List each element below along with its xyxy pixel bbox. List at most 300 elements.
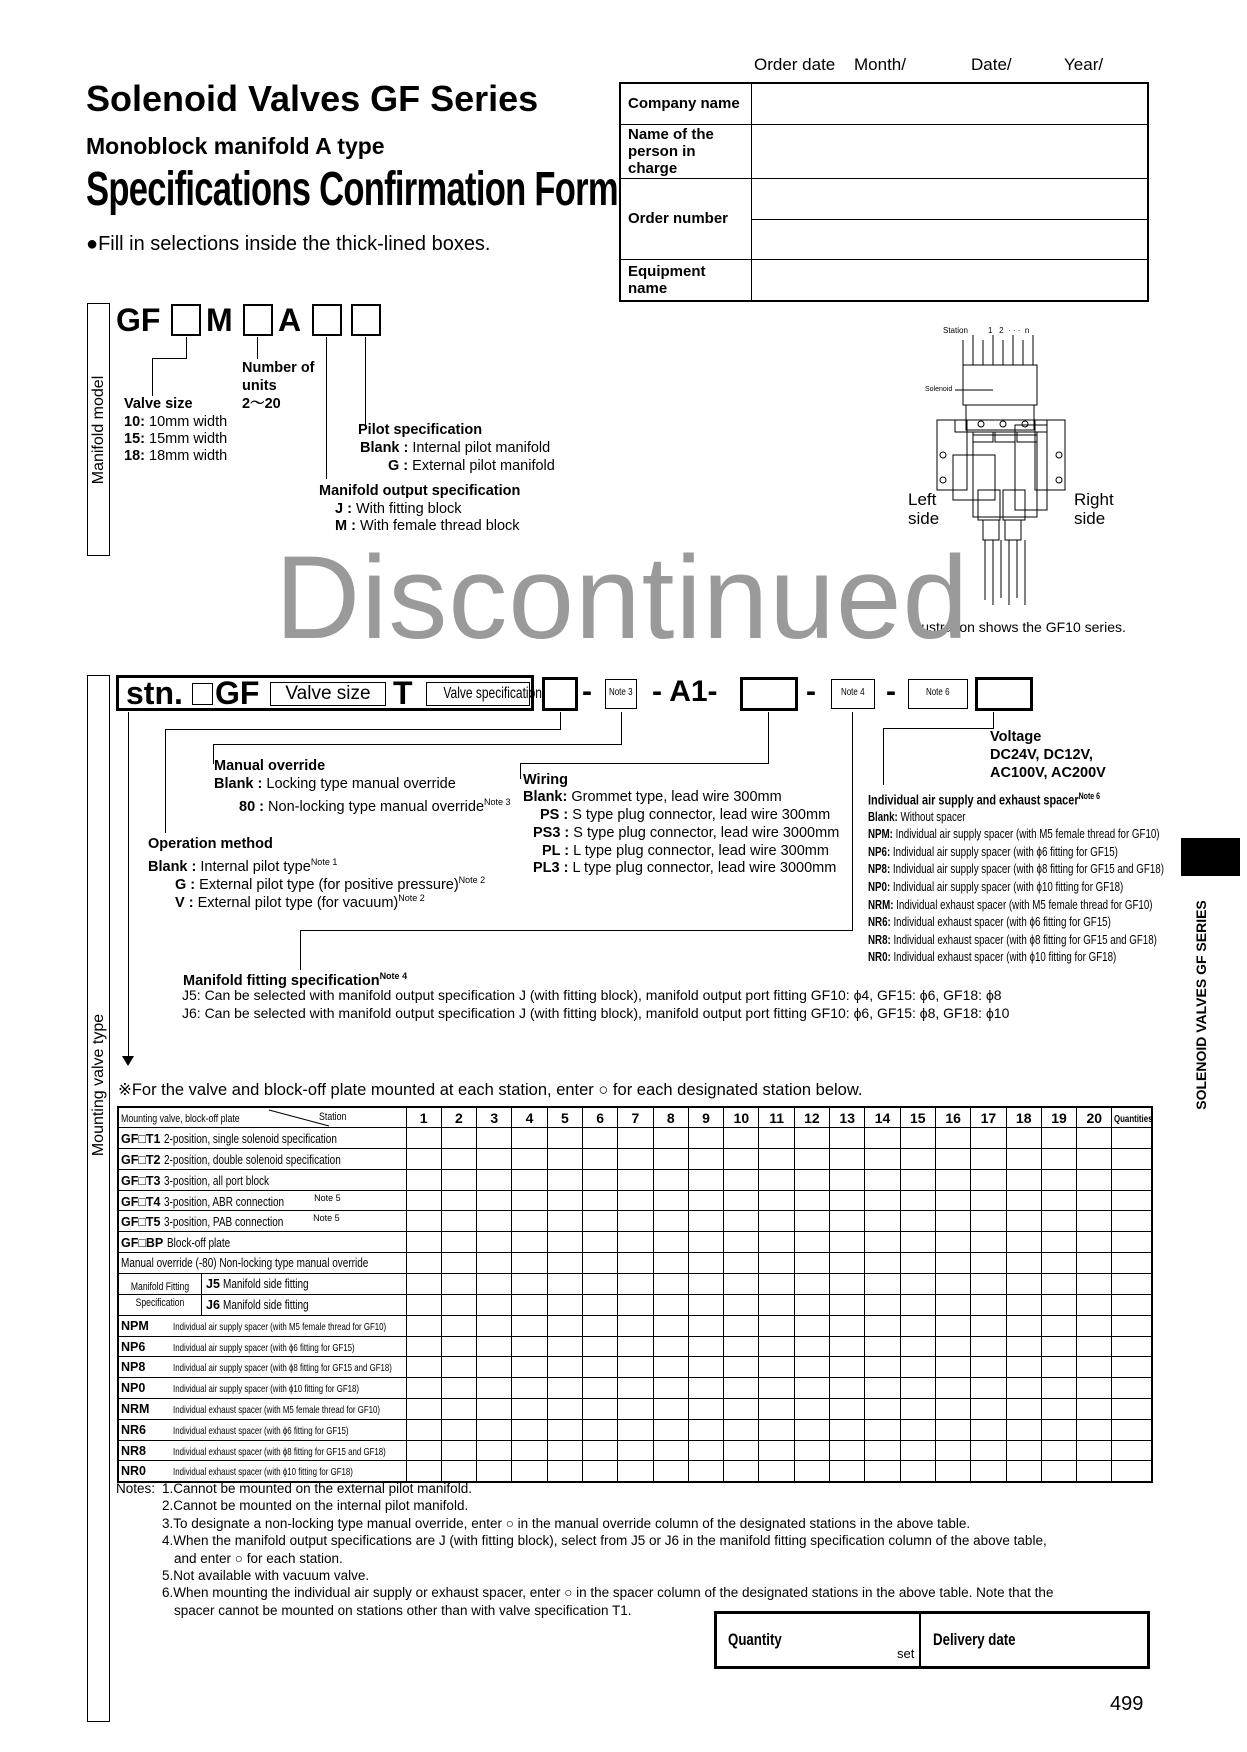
station-cell[interactable] <box>618 1357 653 1378</box>
station-cell[interactable] <box>830 1315 865 1336</box>
station-cell[interactable] <box>406 1419 441 1440</box>
station-cell[interactable] <box>512 1211 547 1232</box>
station-cell[interactable] <box>406 1294 441 1315</box>
station-cell[interactable] <box>406 1232 441 1253</box>
station-cell[interactable] <box>618 1253 653 1274</box>
station-cell[interactable] <box>900 1336 935 1357</box>
station-cell[interactable] <box>441 1253 476 1274</box>
station-cell[interactable] <box>865 1211 900 1232</box>
station-cell[interactable] <box>759 1273 794 1294</box>
station-cell[interactable] <box>794 1315 829 1336</box>
station-cell[interactable] <box>441 1357 476 1378</box>
station-cell[interactable] <box>653 1190 688 1211</box>
station-cell[interactable] <box>900 1211 935 1232</box>
station-cell[interactable] <box>582 1253 617 1274</box>
quantity-cell[interactable] <box>1112 1419 1152 1440</box>
quantity-cell[interactable] <box>1112 1294 1152 1315</box>
station-cell[interactable] <box>1077 1399 1112 1420</box>
voltage-box[interactable] <box>975 677 1033 711</box>
station-cell[interactable] <box>830 1128 865 1149</box>
station-cell[interactable] <box>759 1149 794 1170</box>
station-cell[interactable] <box>971 1169 1006 1190</box>
station-cell[interactable] <box>441 1211 476 1232</box>
station-cell[interactable] <box>547 1440 582 1461</box>
stn-quantity-box[interactable] <box>192 683 213 705</box>
station-cell[interactable] <box>653 1419 688 1440</box>
station-cell[interactable] <box>477 1399 512 1420</box>
station-cell[interactable] <box>406 1190 441 1211</box>
station-cell[interactable] <box>582 1273 617 1294</box>
station-cell[interactable] <box>477 1169 512 1190</box>
station-cell[interactable] <box>865 1128 900 1149</box>
station-cell[interactable] <box>1041 1294 1076 1315</box>
station-cell[interactable] <box>406 1461 441 1482</box>
station-cell[interactable] <box>547 1336 582 1357</box>
station-cell[interactable] <box>830 1378 865 1399</box>
station-cell[interactable] <box>547 1461 582 1482</box>
station-cell[interactable] <box>512 1336 547 1357</box>
output-spec-box[interactable] <box>312 304 342 336</box>
station-cell[interactable] <box>582 1315 617 1336</box>
quantity-cell[interactable] <box>1112 1461 1152 1482</box>
station-cell[interactable] <box>406 1336 441 1357</box>
station-cell[interactable] <box>1041 1315 1076 1336</box>
station-cell[interactable] <box>1006 1211 1041 1232</box>
station-cell[interactable] <box>900 1440 935 1461</box>
station-cell[interactable] <box>794 1169 829 1190</box>
station-cell[interactable] <box>1006 1419 1041 1440</box>
station-cell[interactable] <box>865 1149 900 1170</box>
station-cell[interactable] <box>441 1232 476 1253</box>
station-cell[interactable] <box>688 1440 723 1461</box>
station-cell[interactable] <box>547 1294 582 1315</box>
station-cell[interactable] <box>1006 1169 1041 1190</box>
station-cell[interactable] <box>900 1294 935 1315</box>
station-cell[interactable] <box>547 1232 582 1253</box>
station-cell[interactable] <box>900 1273 935 1294</box>
station-cell[interactable] <box>512 1190 547 1211</box>
station-cell[interactable] <box>935 1169 970 1190</box>
station-cell[interactable] <box>441 1461 476 1482</box>
station-cell[interactable] <box>759 1378 794 1399</box>
pilot-spec-box[interactable] <box>351 304 381 336</box>
station-cell[interactable] <box>1041 1440 1076 1461</box>
station-cell[interactable] <box>1041 1128 1076 1149</box>
station-cell[interactable] <box>618 1378 653 1399</box>
station-cell[interactable] <box>865 1253 900 1274</box>
station-cell[interactable] <box>935 1440 970 1461</box>
note6-box[interactable] <box>908 679 968 709</box>
station-cell[interactable] <box>406 1440 441 1461</box>
station-cell[interactable] <box>477 1440 512 1461</box>
station-cell[interactable] <box>618 1336 653 1357</box>
quantity-cell[interactable] <box>1112 1232 1152 1253</box>
station-cell[interactable] <box>794 1211 829 1232</box>
station-cell[interactable] <box>830 1419 865 1440</box>
station-cell[interactable] <box>406 1253 441 1274</box>
station-cell[interactable] <box>935 1419 970 1440</box>
station-cell[interactable] <box>688 1149 723 1170</box>
station-cell[interactable] <box>830 1149 865 1170</box>
station-cell[interactable] <box>1041 1378 1076 1399</box>
station-cell[interactable] <box>971 1378 1006 1399</box>
quantity-cell[interactable] <box>1112 1440 1152 1461</box>
station-cell[interactable] <box>1006 1461 1041 1482</box>
station-cell[interactable] <box>935 1273 970 1294</box>
station-cell[interactable] <box>547 1419 582 1440</box>
station-cell[interactable] <box>759 1128 794 1149</box>
station-cell[interactable] <box>1041 1399 1076 1420</box>
station-cell[interactable] <box>512 1253 547 1274</box>
station-cell[interactable] <box>971 1232 1006 1253</box>
station-cell[interactable] <box>582 1357 617 1378</box>
station-cell[interactable] <box>1041 1253 1076 1274</box>
station-cell[interactable] <box>935 1190 970 1211</box>
station-cell[interactable] <box>935 1357 970 1378</box>
station-cell[interactable] <box>865 1169 900 1190</box>
station-cell[interactable] <box>477 1128 512 1149</box>
station-cell[interactable] <box>724 1440 759 1461</box>
station-cell[interactable] <box>547 1357 582 1378</box>
station-cell[interactable] <box>653 1336 688 1357</box>
station-cell[interactable] <box>1041 1169 1076 1190</box>
station-cell[interactable] <box>477 1461 512 1482</box>
valve-spec-field[interactable] <box>426 682 542 706</box>
station-cell[interactable] <box>618 1169 653 1190</box>
station-cell[interactable] <box>1077 1294 1112 1315</box>
station-cell[interactable] <box>653 1232 688 1253</box>
station-cell[interactable] <box>971 1149 1006 1170</box>
station-cell[interactable] <box>618 1399 653 1420</box>
station-cell[interactable] <box>653 1294 688 1315</box>
station-cell[interactable] <box>1006 1440 1041 1461</box>
station-cell[interactable] <box>477 1419 512 1440</box>
station-cell[interactable] <box>653 1211 688 1232</box>
quantity-cell[interactable] <box>1112 1253 1152 1274</box>
station-cell[interactable] <box>406 1211 441 1232</box>
station-cell[interactable] <box>865 1399 900 1420</box>
station-cell[interactable] <box>441 1294 476 1315</box>
station-cell[interactable] <box>865 1232 900 1253</box>
station-cell[interactable] <box>547 1253 582 1274</box>
station-cell[interactable] <box>1006 1149 1041 1170</box>
station-cell[interactable] <box>900 1128 935 1149</box>
station-cell[interactable] <box>547 1128 582 1149</box>
station-cell[interactable] <box>512 1232 547 1253</box>
quantity-cell[interactable] <box>1112 1149 1152 1170</box>
station-cell[interactable] <box>794 1128 829 1149</box>
station-cell[interactable] <box>406 1273 441 1294</box>
station-cell[interactable] <box>477 1273 512 1294</box>
station-cell[interactable] <box>653 1461 688 1482</box>
station-cell[interactable] <box>688 1128 723 1149</box>
station-cell[interactable] <box>1077 1211 1112 1232</box>
station-cell[interactable] <box>935 1461 970 1482</box>
station-cell[interactable] <box>688 1399 723 1420</box>
station-cell[interactable] <box>794 1294 829 1315</box>
station-cell[interactable] <box>759 1336 794 1357</box>
station-cell[interactable] <box>724 1169 759 1190</box>
station-cell[interactable] <box>618 1211 653 1232</box>
station-cell[interactable] <box>477 1211 512 1232</box>
station-cell[interactable] <box>688 1253 723 1274</box>
station-cell[interactable] <box>1041 1461 1076 1482</box>
quantity-cell[interactable] <box>1112 1211 1152 1232</box>
station-cell[interactable] <box>1006 1357 1041 1378</box>
station-cell[interactable] <box>582 1399 617 1420</box>
station-cell[interactable] <box>830 1211 865 1232</box>
station-cell[interactable] <box>759 1232 794 1253</box>
station-cell[interactable] <box>794 1399 829 1420</box>
station-cell[interactable] <box>582 1378 617 1399</box>
station-cell[interactable] <box>477 1378 512 1399</box>
station-cell[interactable] <box>794 1232 829 1253</box>
order-number-field-1[interactable] <box>751 178 1148 219</box>
station-cell[interactable] <box>971 1128 1006 1149</box>
station-cell[interactable] <box>971 1253 1006 1274</box>
station-cell[interactable] <box>441 1315 476 1336</box>
station-cell[interactable] <box>865 1273 900 1294</box>
station-cell[interactable] <box>935 1211 970 1232</box>
station-cell[interactable] <box>1041 1149 1076 1170</box>
station-cell[interactable] <box>547 1169 582 1190</box>
station-cell[interactable] <box>688 1190 723 1211</box>
station-cell[interactable] <box>724 1378 759 1399</box>
station-cell[interactable] <box>582 1149 617 1170</box>
station-cell[interactable] <box>653 1149 688 1170</box>
station-cell[interactable] <box>618 1128 653 1149</box>
station-cell[interactable] <box>900 1461 935 1482</box>
station-cell[interactable] <box>1006 1378 1041 1399</box>
station-cell[interactable] <box>724 1336 759 1357</box>
station-cell[interactable] <box>971 1419 1006 1440</box>
station-cell[interactable] <box>935 1149 970 1170</box>
station-cell[interactable] <box>653 1357 688 1378</box>
station-cell[interactable] <box>794 1419 829 1440</box>
station-cell[interactable] <box>688 1169 723 1190</box>
station-cell[interactable] <box>724 1190 759 1211</box>
station-cell[interactable] <box>724 1211 759 1232</box>
station-cell[interactable] <box>1041 1211 1076 1232</box>
station-cell[interactable] <box>1006 1273 1041 1294</box>
station-cell[interactable] <box>1077 1169 1112 1190</box>
station-cell[interactable] <box>865 1336 900 1357</box>
station-cell[interactable] <box>759 1315 794 1336</box>
station-cell[interactable] <box>1077 1128 1112 1149</box>
station-cell[interactable] <box>477 1315 512 1336</box>
station-cell[interactable] <box>441 1149 476 1170</box>
station-cell[interactable] <box>582 1440 617 1461</box>
station-cell[interactable] <box>512 1419 547 1440</box>
station-cell[interactable] <box>653 1253 688 1274</box>
station-cell[interactable] <box>688 1357 723 1378</box>
station-cell[interactable] <box>830 1461 865 1482</box>
station-cell[interactable] <box>759 1419 794 1440</box>
station-cell[interactable] <box>547 1378 582 1399</box>
station-cell[interactable] <box>865 1461 900 1482</box>
station-cell[interactable] <box>759 1357 794 1378</box>
station-cell[interactable] <box>794 1461 829 1482</box>
station-cell[interactable] <box>441 1190 476 1211</box>
station-cell[interactable] <box>688 1315 723 1336</box>
station-cell[interactable] <box>759 1440 794 1461</box>
station-cell[interactable] <box>477 1190 512 1211</box>
station-cell[interactable] <box>794 1273 829 1294</box>
station-cell[interactable] <box>1041 1419 1076 1440</box>
station-cell[interactable] <box>830 1440 865 1461</box>
station-cell[interactable] <box>477 1294 512 1315</box>
station-cell[interactable] <box>971 1336 1006 1357</box>
station-cell[interactable] <box>794 1357 829 1378</box>
station-cell[interactable] <box>794 1378 829 1399</box>
quantity-cell[interactable] <box>1112 1357 1152 1378</box>
station-cell[interactable] <box>830 1190 865 1211</box>
station-cell[interactable] <box>935 1378 970 1399</box>
station-cell[interactable] <box>582 1461 617 1482</box>
station-cell[interactable] <box>1006 1253 1041 1274</box>
station-cell[interactable] <box>618 1190 653 1211</box>
station-cell[interactable] <box>688 1211 723 1232</box>
station-cell[interactable] <box>900 1169 935 1190</box>
station-cell[interactable] <box>759 1461 794 1482</box>
company-name-field[interactable] <box>751 83 1148 124</box>
valve-size-field[interactable]: Valve size <box>270 682 386 706</box>
station-cell[interactable] <box>759 1211 794 1232</box>
station-cell[interactable] <box>1006 1232 1041 1253</box>
quantity-cell[interactable] <box>1112 1378 1152 1399</box>
station-cell[interactable] <box>406 1357 441 1378</box>
order-number-field-2[interactable] <box>751 219 1148 259</box>
station-cell[interactable] <box>971 1211 1006 1232</box>
station-cell[interactable] <box>1077 1149 1112 1170</box>
station-cell[interactable] <box>865 1378 900 1399</box>
station-cell[interactable] <box>512 1461 547 1482</box>
station-cell[interactable] <box>441 1440 476 1461</box>
station-cell[interactable] <box>1041 1232 1076 1253</box>
station-cell[interactable] <box>653 1273 688 1294</box>
station-cell[interactable] <box>935 1232 970 1253</box>
station-cell[interactable] <box>1041 1357 1076 1378</box>
station-cell[interactable] <box>724 1149 759 1170</box>
station-cell[interactable] <box>618 1440 653 1461</box>
station-cell[interactable] <box>724 1399 759 1420</box>
station-cell[interactable] <box>547 1315 582 1336</box>
station-cell[interactable] <box>1077 1315 1112 1336</box>
valve-size-box[interactable] <box>171 304 201 336</box>
station-cell[interactable] <box>1006 1190 1041 1211</box>
station-cell[interactable] <box>512 1357 547 1378</box>
station-cell[interactable] <box>406 1149 441 1170</box>
station-cell[interactable] <box>1077 1336 1112 1357</box>
station-cell[interactable] <box>477 1336 512 1357</box>
station-cell[interactable] <box>582 1294 617 1315</box>
station-cell[interactable] <box>688 1294 723 1315</box>
station-cell[interactable] <box>865 1294 900 1315</box>
station-cell[interactable] <box>618 1461 653 1482</box>
station-cell[interactable] <box>582 1128 617 1149</box>
station-cell[interactable] <box>935 1128 970 1149</box>
station-cell[interactable] <box>1077 1440 1112 1461</box>
station-cell[interactable] <box>512 1294 547 1315</box>
station-cell[interactable] <box>900 1149 935 1170</box>
station-cell[interactable] <box>900 1232 935 1253</box>
station-cell[interactable] <box>1041 1190 1076 1211</box>
station-cell[interactable] <box>688 1419 723 1440</box>
station-cell[interactable] <box>688 1273 723 1294</box>
station-cell[interactable] <box>582 1419 617 1440</box>
station-cell[interactable] <box>1006 1399 1041 1420</box>
fitting-box[interactable] <box>740 677 798 711</box>
quantity-cell[interactable] <box>1112 1190 1152 1211</box>
station-cell[interactable] <box>759 1399 794 1420</box>
station-cell[interactable] <box>830 1169 865 1190</box>
station-cell[interactable] <box>1006 1294 1041 1315</box>
station-cell[interactable] <box>971 1273 1006 1294</box>
station-cell[interactable] <box>900 1399 935 1420</box>
station-cell[interactable] <box>971 1461 1006 1482</box>
station-cell[interactable] <box>794 1440 829 1461</box>
station-cell[interactable] <box>582 1211 617 1232</box>
station-cell[interactable] <box>512 1399 547 1420</box>
station-cell[interactable] <box>477 1253 512 1274</box>
station-cell[interactable] <box>935 1315 970 1336</box>
wiring-note3-box[interactable] <box>605 679 637 709</box>
station-cell[interactable] <box>1041 1336 1076 1357</box>
station-cell[interactable] <box>971 1440 1006 1461</box>
station-cell[interactable] <box>759 1169 794 1190</box>
station-cell[interactable] <box>512 1315 547 1336</box>
station-cell[interactable] <box>935 1253 970 1274</box>
station-cell[interactable] <box>865 1315 900 1336</box>
station-cell[interactable] <box>653 1378 688 1399</box>
station-cell[interactable] <box>688 1336 723 1357</box>
station-cell[interactable] <box>724 1357 759 1378</box>
station-cell[interactable] <box>830 1294 865 1315</box>
station-cell[interactable] <box>477 1357 512 1378</box>
quantity-cell[interactable] <box>1112 1169 1152 1190</box>
station-cell[interactable] <box>441 1399 476 1420</box>
station-cell[interactable] <box>441 1419 476 1440</box>
station-cell[interactable] <box>1077 1273 1112 1294</box>
station-cell[interactable] <box>1077 1190 1112 1211</box>
station-cell[interactable] <box>653 1128 688 1149</box>
station-cell[interactable] <box>477 1232 512 1253</box>
station-cell[interactable] <box>618 1294 653 1315</box>
person-field[interactable] <box>751 124 1148 178</box>
station-cell[interactable] <box>653 1315 688 1336</box>
station-cell[interactable] <box>512 1378 547 1399</box>
station-cell[interactable] <box>406 1128 441 1149</box>
station-cell[interactable] <box>441 1378 476 1399</box>
station-cell[interactable] <box>865 1419 900 1440</box>
station-cell[interactable] <box>406 1315 441 1336</box>
station-cell[interactable] <box>935 1336 970 1357</box>
station-cell[interactable] <box>582 1336 617 1357</box>
station-cell[interactable] <box>724 1273 759 1294</box>
station-cell[interactable] <box>1006 1315 1041 1336</box>
station-cell[interactable] <box>1077 1378 1112 1399</box>
station-cell[interactable] <box>441 1169 476 1190</box>
station-cell[interactable] <box>582 1190 617 1211</box>
station-cell[interactable] <box>900 1357 935 1378</box>
station-cell[interactable] <box>865 1440 900 1461</box>
station-cell[interactable] <box>1077 1232 1112 1253</box>
station-cell[interactable] <box>1006 1336 1041 1357</box>
station-cell[interactable] <box>618 1419 653 1440</box>
units-box[interactable] <box>243 304 273 336</box>
station-cell[interactable] <box>688 1378 723 1399</box>
station-cell[interactable] <box>512 1440 547 1461</box>
